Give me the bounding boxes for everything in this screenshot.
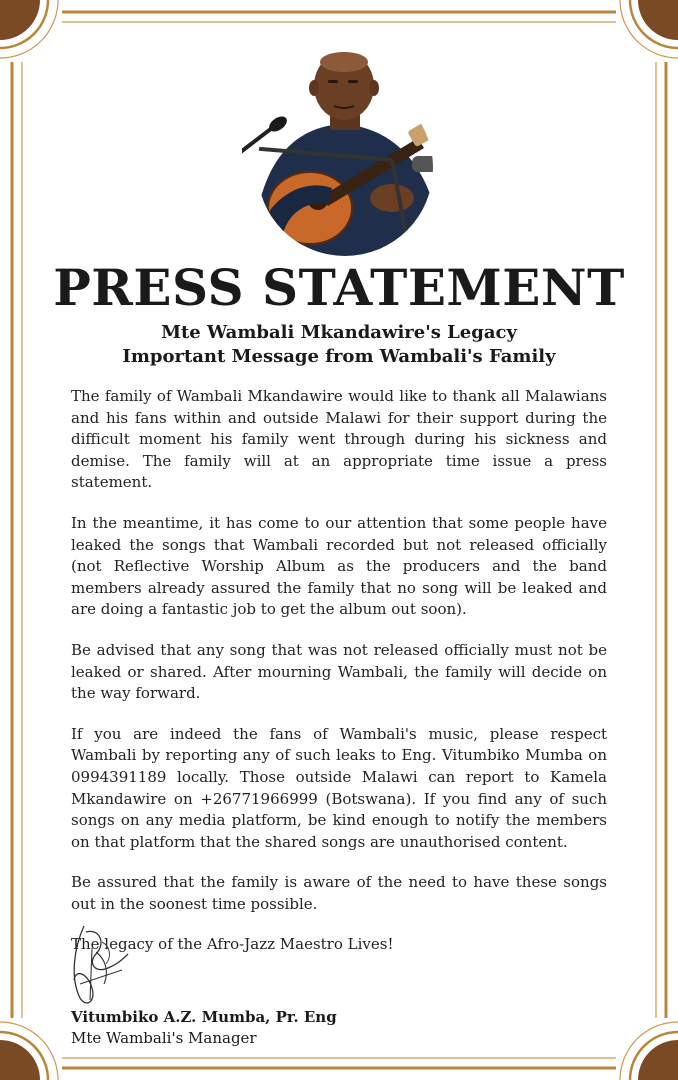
musician-portrait [242, 28, 447, 256]
paragraph-assurance: Be assured that the family is aware of the need to have these songs out in the soonest time possible. [71, 873, 607, 913]
signature-icon [66, 918, 136, 1010]
paragraph-leak-notice: In the meantime, it has come to our attention that some people have leaked the songs that Wambali recorded but not released officially (not Reflective Worship Album as the producers and the band members already assured the family that no song will be leaked and are doing a fantastic job to get the album out soon). [71, 513, 607, 619]
signer-role: Mte Wambali's Manager [71, 1029, 257, 1047]
subtitle-line-1: Mte Wambali Mkandawire's Legacy [161, 322, 517, 343]
signer-name: Vitumbiko A.Z. Mumba, Pr. Eng [71, 1008, 337, 1026]
page-title: PRESS STATEMENT [53, 258, 625, 317]
paragraph-advisory: Be advised that any song that was not released officially must not be leaked or shared. After mourning Wambali, the family will decide on the way forward. [71, 640, 607, 703]
paragraph-reporting: If you are indeed the fans of Wambali's music, please respect Wambali by reporting any of such leaks to Eng. Vitumbiko Mumba on 0994391189 locally. Those outside Malawi can report to Kamela Mkandawire on +26771966999 (Botswana). If you find any of such songs on any media platform, be kind enough to notify the members on that platform that the shared songs are unauthorised content. [71, 724, 607, 851]
paragraph-legacy: The legacy of the Afro-Jazz Maestro Lives! [71, 935, 394, 954]
subtitle-line-2: Important Message from Wambali's Family [122, 346, 556, 367]
paragraph-thanks: The family of Wambali Mkandawire would like to thank all Malawians and his fans within and outside Malawi for their support during the difficult moment his family went through during his sickness and demise. The family will at an appropriate time issue a press statement. [71, 387, 607, 492]
musician-portrait-icon [242, 28, 447, 256]
statement-body [71, 386, 607, 975]
